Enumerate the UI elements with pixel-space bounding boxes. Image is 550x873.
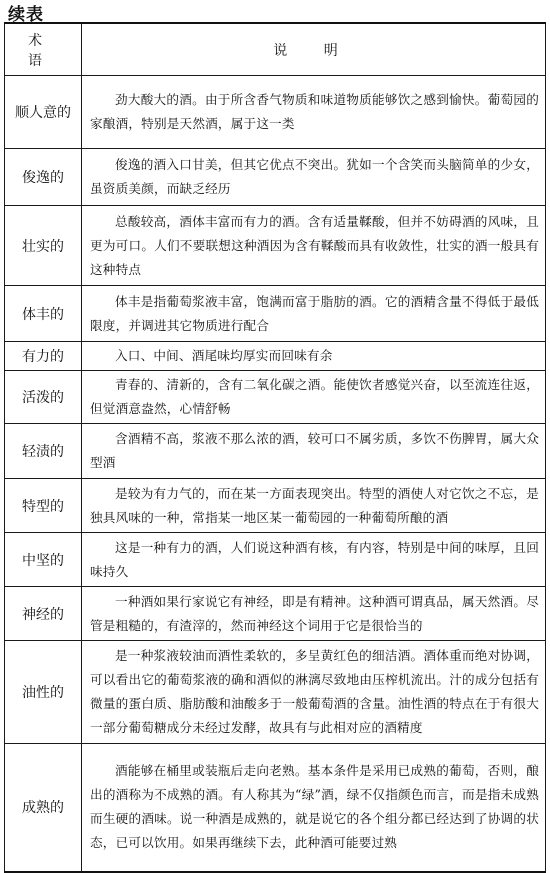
table-row: [5, 744, 546, 872]
description-cell: 青春的、清新的，含有二氧化碳之酒。能使饮者感觉兴奋，以至流连往返，但觉酒意盎然，心情舒畅: [82, 371, 546, 424]
table-row: [5, 533, 546, 587]
term-cell: 成熟的: [5, 744, 82, 872]
table-row: [5, 641, 546, 744]
table-row: [5, 76, 546, 149]
description-cell: 酒能够在桶里或装瓶后走向老熟。基本条件是采用已成熟的葡萄，否则，酿出的酒称为不成熟的酒。有人称其为“绿”酒，绿不仅指颜色而言，而是指未成熟而生硬的酒味。说一种酒是成熟的，就是说它的各个组分都已经达到了协调的状态，已可以饮用。如果再继续下去，此种酒可能要过熟: [82, 744, 546, 872]
term-cell: 神经的: [5, 587, 82, 641]
table-header-row: [5, 23, 546, 76]
description-cell: 含酒精不高，浆液不那么浓的酒，较可口不属劣质，多饮不伤脾胃，属大众型酒: [82, 424, 546, 479]
term-cell: 活泼的: [5, 371, 82, 424]
table-row: [5, 371, 546, 424]
table-row: [5, 286, 546, 342]
table-row: [5, 206, 546, 286]
column-header-description: 说 明: [82, 23, 546, 76]
term-cell: 俊逸的: [5, 149, 82, 206]
description-cell: 入口、中间、酒尾味均厚实而回味有余: [82, 342, 546, 371]
description-cell: 体丰是指葡萄浆液丰富，饱满而富于脂肪的酒。它的酒精含量不得低于最低限度，并调进其它物质进行配合: [82, 286, 546, 342]
term-cell: 中坚的: [5, 533, 82, 587]
description-cell: 是较为有力气的，而在某一方面表现突出。特型的酒使人对它饮之不忘，是独具风味的一种，常指某一地区某一葡萄园的一种葡萄所酿的酒: [82, 479, 546, 533]
term-cell: 壮实的: [5, 206, 82, 286]
description-cell: 总酸较高，酒体丰富而有力的酒。含有适量鞣酸，但并不妨碍酒的风味，且更为可口。人们不要联想这种酒因为含有鞣酸而具有收敛性，壮实的酒一般具有这种特点: [82, 206, 546, 286]
term-cell: 轻渍的: [5, 424, 82, 479]
table-row: [5, 479, 546, 533]
term-cell: 特型的: [5, 479, 82, 533]
description-cell: 一种酒如果行家说它有神经，即是有精神。这种酒可谓真品，属天然酒。尽管是粗糙的，有渣滓的，然而神经这个词用于它是很恰当的: [82, 587, 546, 641]
description-cell: 是一种浆液较油而酒性柔软的，多呈黄红色的细洁酒。酒体重而绝对协调，可以看出它的葡萄浆液的确和酒似的淋漓尽致地由压榨机流出。汁的成分包括有微量的蛋白质、脂肪酸和油酸多于一般葡萄酒的含量。油性酒的特点在于有很大一部分葡萄糖成分未经过发酵，故具有与此相对应的酒精度: [82, 641, 546, 744]
table-row: [5, 342, 546, 371]
term-cell: 油性的: [5, 641, 82, 744]
term-cell: 顺人意的: [5, 76, 82, 149]
page-title: 续表: [8, 5, 44, 25]
column-header-term: 术 语: [5, 23, 82, 76]
terms-table: [4, 22, 546, 873]
term-cell: 有力的: [5, 342, 82, 371]
description-cell: 俊逸的酒入口甘美，但其它优点不突出。犹如一个含笑而头脑简单的少女，虽资质美颜，而缺乏经历: [82, 149, 546, 206]
table-row: [5, 587, 546, 641]
table-row: [5, 149, 546, 206]
table-row: [5, 424, 546, 479]
description-cell: 这是一种有力的酒，人们说这种酒有核，有内容，特别是中间的味厚，且回味持久: [82, 533, 546, 587]
term-cell: 体丰的: [5, 286, 82, 342]
description-cell: 劲大酸大的酒。由于所含香气物质和味道物质能够饮之感到愉快。葡萄园的家酿酒，特别是天然酒，属于这一类: [82, 76, 546, 149]
